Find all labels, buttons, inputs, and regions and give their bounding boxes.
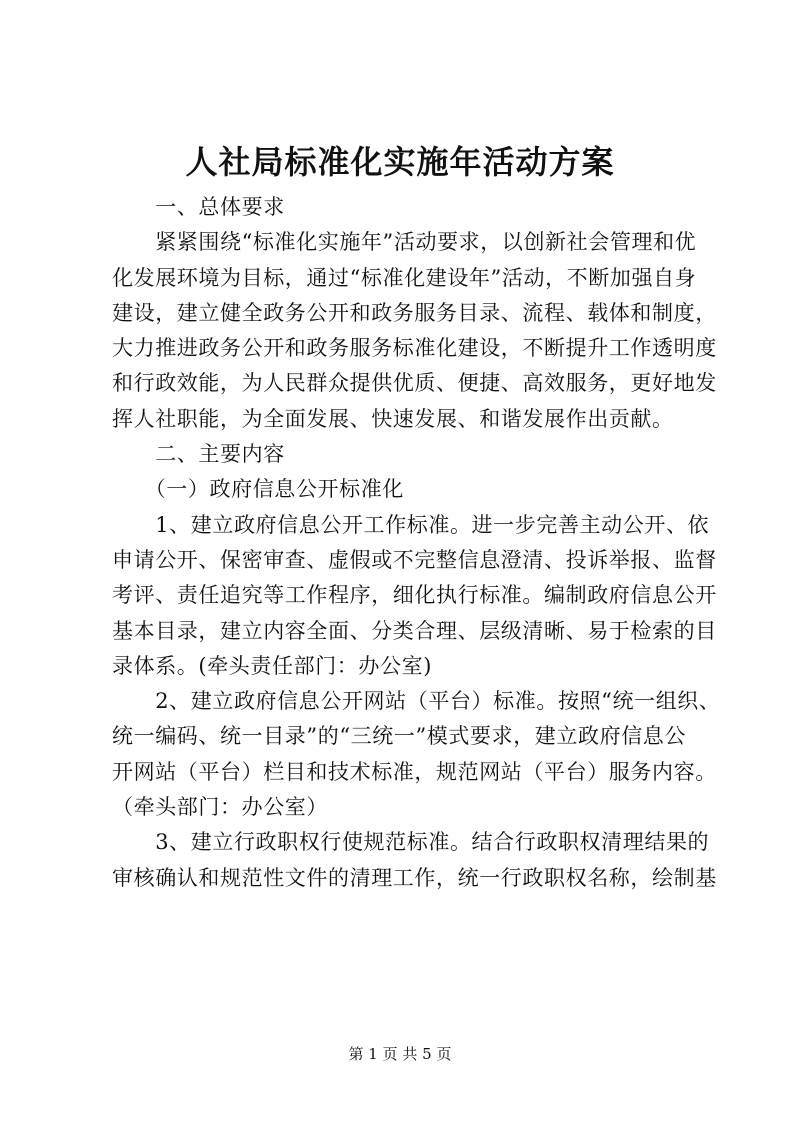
paragraph-line: 3、建立行政职权行使规范标准。结合行政职权清理结果的	[112, 830, 710, 855]
paragraph-line: 化发展环境为目标，通过“标准化建设年”活动，不断加强自身	[112, 265, 697, 290]
paragraph-line: 大力推进政务公开和政务服务标准化建设，不断提升工作透明度	[112, 336, 717, 361]
paragraph-line: 2、建立政府信息公开网站（平台）标准。按照“统一组织、	[112, 689, 721, 714]
paragraph-line: 紧紧围绕“标准化实施年”活动要求，以创新社会管理和优	[112, 230, 697, 255]
document-title: 人社局标准化实施年活动方案	[185, 143, 615, 181]
paragraph-line: 1、建立政府信息公开工作标准。进一步完善主动公开、依	[112, 512, 710, 537]
paragraph-line: 建设，建立健全政务公开和政务服务目录、流程、载体和制度，	[112, 300, 717, 325]
section-heading: 二、主要内容	[112, 442, 285, 467]
paragraph-line: 统一编码、统一目录”的“三统一”模式要求，建立政府信息公	[112, 724, 687, 749]
section-heading: 一、总体要求	[112, 195, 285, 219]
paragraph-line: 开网站（平台）栏目和技术标准，规范网站（平台）服务内容。	[112, 759, 717, 784]
document-body	[112, 190, 721, 896]
paragraph-line: 基本目录，建立内容全面、分类合理、层级清晰、易于检索的目	[112, 618, 717, 643]
paragraph-line: （牵头部门：办公室）	[112, 795, 328, 820]
paragraph-line: 考评、责任追究等工作程序，细化执行标准。编制政府信息公开	[112, 583, 717, 608]
paragraph-line: 申请公开、保密审查、虚假或不完整信息澄清、投诉举报、监督	[112, 547, 717, 572]
paragraph-line: 和行政效能，为人民群众提供优质、便捷、高效服务，更好地发	[112, 371, 717, 396]
paragraph-line: 审核确认和规范性文件的清理工作，统一行政职权名称，绘制基	[112, 865, 717, 890]
subsection-heading: （一）政府信息公开标准化	[112, 477, 404, 502]
page-footer: 第 1 页 共 5 页	[348, 1045, 452, 1063]
paragraph-line: 挥人社职能，为全面发展、快速发展、和谐发展作出贡献。	[112, 406, 674, 431]
paragraph-line: 录体系。(牵头责任部门：办公室)	[112, 653, 432, 678]
